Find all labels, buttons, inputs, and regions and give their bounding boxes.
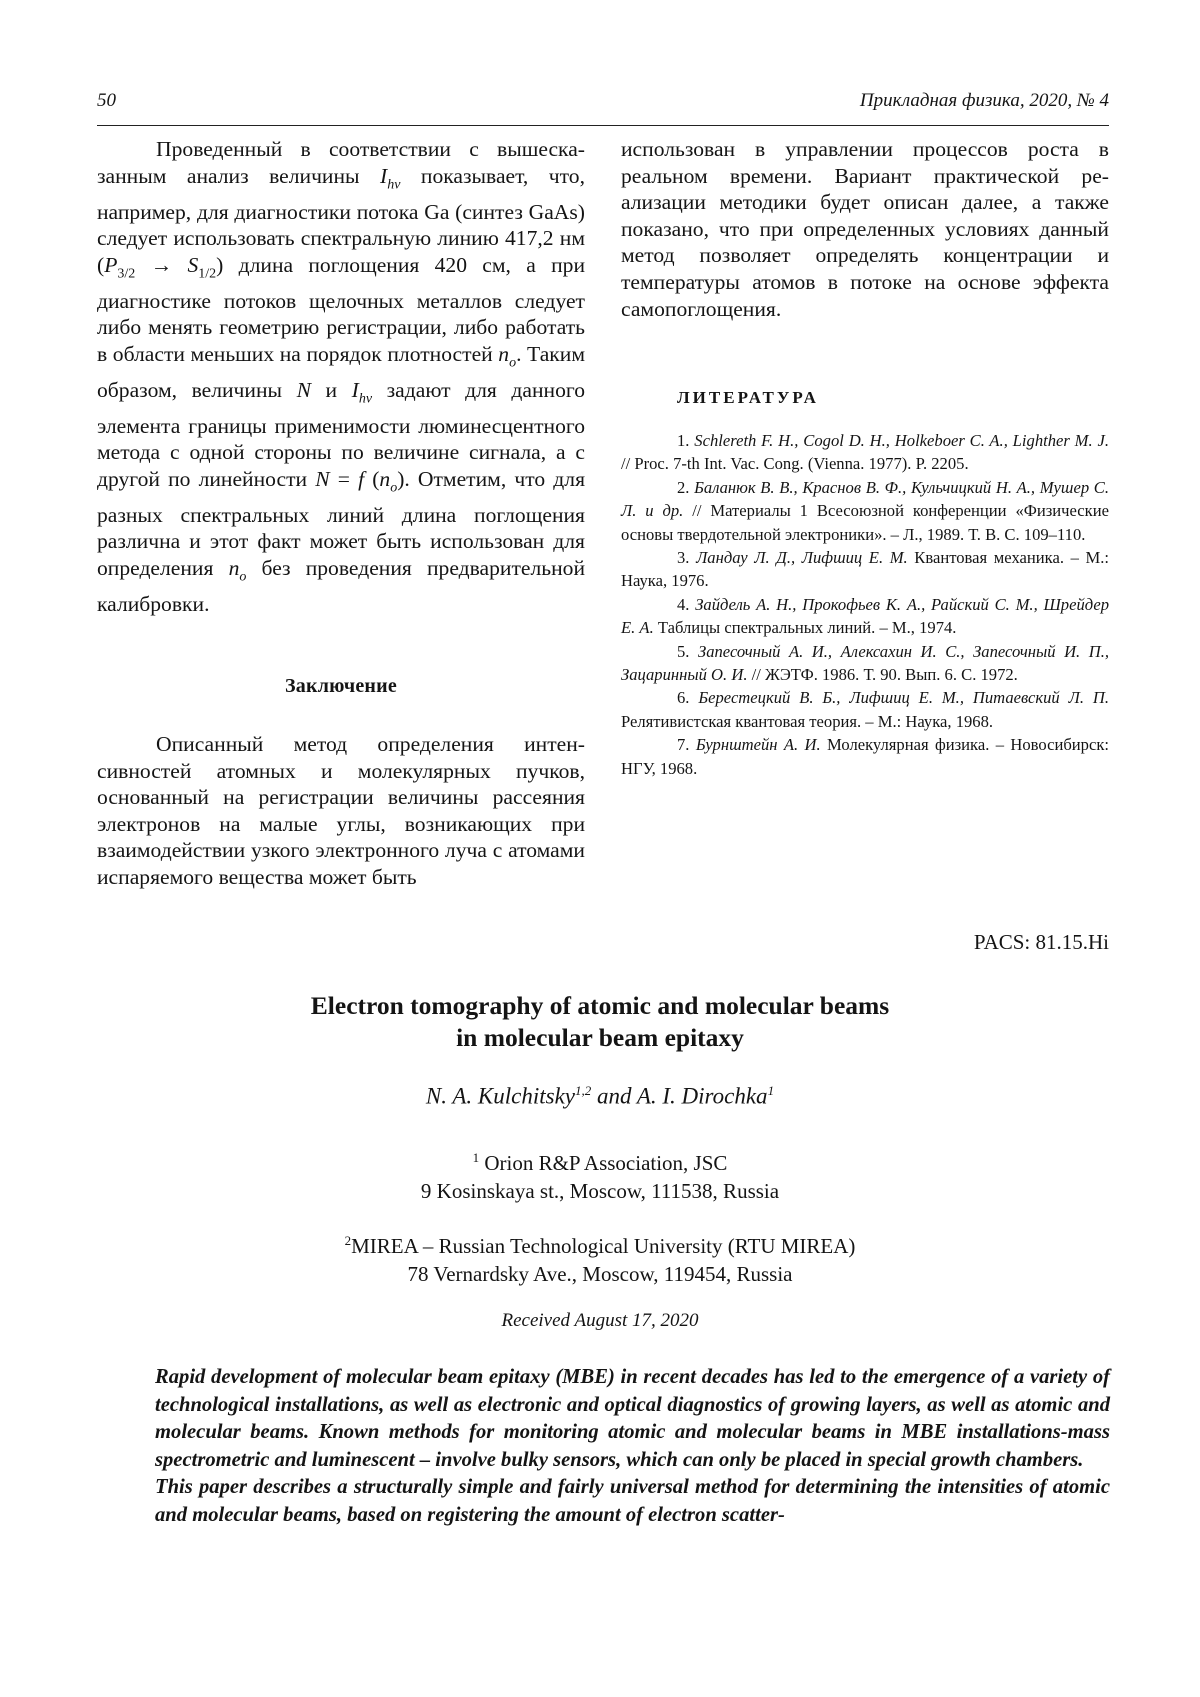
reference-number: 7. — [677, 735, 696, 755]
abstract-paragraph: This paper describes a structurally simple and fairly universal method for determining the intensities of atomic and molecular beams, based on registering the amount of electron scatter- — [155, 1476, 1110, 1526]
author-conjunction: and — [591, 1083, 637, 1109]
reference-source: Релятивистская квантовая теория. – М.: Наука, 1968. — [621, 711, 994, 731]
article-title-line: in molecular beam epitaxy — [456, 1023, 744, 1052]
subscript: 3/2 — [117, 266, 136, 281]
text-run: ) длина поглощения 420 см, а при диагностике потоков щелочных металлов следует либо менять геометрию регистрации, либо работать в области меньших на порядок плотностей — [97, 252, 586, 366]
text-run: показывает, что, например, для диагностики потока Ga (синтез GaAs) следует использовать спектральную линию 417,2 нм ( — [97, 163, 585, 277]
reference-authors: Баланюк В. В., Краснов В. Ф., Кульчицкий Н. А., Мушер С. Л. и др. — [621, 477, 1109, 521]
math-variable: I — [351, 377, 359, 402]
subscript: 1/2 — [198, 266, 217, 281]
reference-authors: Запесочный А. И., Алексахин И. С., Запесочный И. П., Зацаринный О. И. — [621, 641, 1110, 685]
header-rule — [97, 125, 1109, 126]
affiliation-name: MIREA – Russian Technological University (RTU MIREA) — [351, 1234, 856, 1258]
reference-authors: Зайдель А. Н., Прокофьев К. А., Райский С. М., Шрейдер Е. А. — [621, 594, 1110, 638]
reference-item — [621, 686, 1109, 733]
math-variable: I — [380, 163, 388, 188]
reference-item — [621, 640, 1109, 687]
reference-item — [621, 733, 1109, 780]
reference-number: 6. — [677, 688, 699, 708]
author-line — [0, 1083, 1200, 1110]
reference-source: // Proc. 7-th Int. Vac. Cong. (Vienna. 1977). P. 2205. — [621, 454, 969, 474]
page-number: 50 — [97, 90, 116, 111]
journal-citation: Прикладная физика, 2020, № 4 — [859, 90, 1109, 111]
affiliation-address: 78 Vernardsky Ave., Moscow, 119454, Russia — [407, 1262, 793, 1286]
math-variable: S — [187, 252, 199, 277]
subscript: o — [390, 480, 398, 496]
left-column — [97, 136, 585, 891]
affiliation-mark: 1 — [472, 1150, 480, 1165]
section-title: Заключение — [285, 675, 397, 698]
text-run: без проведения предварительной калибровки. — [97, 555, 586, 616]
abstract-paragraph: Rapid development of molecular beam epitaxy (MBE) in recent decades has led to the emergence of a variety of technological installations, as well as electronic and optical diagnostics of growing layers, as well as atomic and molecular beams. Known methods for monitoring atomic and molecular beams in MBE installations-mass spectrometric and luminescent – involve bulky sensors, which can only be placed in special growth chambers. — [155, 1366, 1110, 1471]
text-run: задают для данного элемента границы применимости люминесцентного метода с одной стороны по величине сигнала, а с другой по линейности — [97, 377, 586, 491]
subscript: o — [239, 569, 247, 585]
reference-authors: Берестецкий В. Б., Лифшиц Е. М., Питаевский Л. П. — [698, 688, 1109, 708]
math-variable: P — [104, 252, 118, 277]
reference-number: 3. — [677, 548, 697, 568]
reference-number: 2. — [677, 477, 695, 497]
reference-item — [621, 546, 1109, 593]
math-variable: N — [315, 466, 330, 491]
reference-source: Таблицы спектральных линий. – М., 1974. — [653, 618, 957, 638]
text-run: = — [329, 466, 359, 491]
text-run: ( — [364, 466, 380, 491]
author-affiliation-mark: 1,2 — [574, 1083, 592, 1098]
math-variable: f — [358, 466, 365, 491]
article-title-line: Electron tomography of atomic and molecular beams — [310, 991, 890, 1020]
subscript: hν — [387, 176, 401, 192]
reference-number: 5. — [677, 641, 698, 661]
reference-number: 1. — [677, 431, 695, 450]
reference-source: // ЖЭТФ. 1986. Т. 90. Вып. 6. С. 1972. — [747, 665, 1018, 685]
reference-authors: Schlereth F. H., Cogol D. H., Holkeboer C. A., Lighther M. J. — [694, 431, 1110, 450]
reference-item — [621, 429, 1109, 476]
abstract — [155, 1364, 1110, 1529]
text-run: и — [311, 377, 352, 402]
author-name: A. I. Dirochka — [636, 1083, 768, 1109]
reference-source: Квантовая механика. – М.: Наука, 1976. — [621, 548, 1110, 591]
reference-number: 4. — [677, 594, 696, 614]
affiliation-address: 9 Kosinskaya st., Moscow, 111538, Russia — [420, 1179, 780, 1203]
body-paragraph — [97, 136, 585, 617]
reference-source: Молекулярная физика. – Новосибирск: НГУ, 1968. — [621, 735, 1109, 778]
math-variable: n — [228, 555, 240, 580]
affiliation-mark: 2 — [344, 1233, 352, 1248]
literature-heading: ЛИТЕРАТУРА — [677, 388, 819, 407]
reference-item — [621, 593, 1109, 640]
affiliation — [0, 1144, 1200, 1205]
subscript: o — [509, 355, 517, 371]
text-run: . Таким образом, величины — [97, 341, 585, 402]
affiliation-name: Orion R&P Association, JSC — [484, 1151, 728, 1175]
math-variable: n — [498, 341, 510, 366]
running-header — [97, 90, 1109, 118]
reference-authors: Ландау Л. Д., Лифшиц Е. М. — [696, 548, 908, 568]
author-affiliation-mark: 1 — [767, 1083, 775, 1098]
author-name: N. A. Kulchitsky — [425, 1083, 575, 1109]
subscript: hν — [358, 391, 373, 406]
received-date: Received August 17, 2020 — [501, 1310, 699, 1331]
pacs-code: PACS: 81.15.Hi — [973, 930, 1109, 954]
affiliation — [0, 1227, 1200, 1288]
reference-item — [621, 476, 1109, 546]
reference-authors: Бурнштейн А. И. — [695, 735, 821, 755]
right-column — [621, 136, 1109, 322]
body-paragraph: использован в управлении процессов роста в реальном времени. Вариант практической реализации методики будет описан далее, а также показано, что при определенных условиях данный метод позволяет определять концентрации и температуры атомов в потоке на основе эффекта самопоглощения. — [621, 137, 1109, 321]
text-run: ). Отметим, что для разных спектральных линий длина поглощения различна и этот факт может быть использован для определения — [97, 466, 586, 580]
reference-source: // Материалы 1 Всесоюзной конференции «Физические основы твердотельной электроники». – Л., 1989. Т. В. С. 109–110. — [621, 501, 1109, 544]
reference-list — [621, 429, 1109, 780]
math-variable: n — [379, 466, 391, 491]
text-run: → — [135, 252, 188, 277]
math-variable: N — [296, 377, 311, 402]
body-paragraph: Описанный метод определения интенсивностей атомных и молекулярных пучков, основанный на регистрации величины рассеяния электронов на малые углы, возникающих при взаимодействии узкого электронного луча с атомами испаряемого вещества может быть — [97, 731, 585, 889]
text-run: Проведенный в соответствии с вышесказанным анализ величины — [97, 137, 585, 188]
article-title — [0, 990, 1200, 1054]
